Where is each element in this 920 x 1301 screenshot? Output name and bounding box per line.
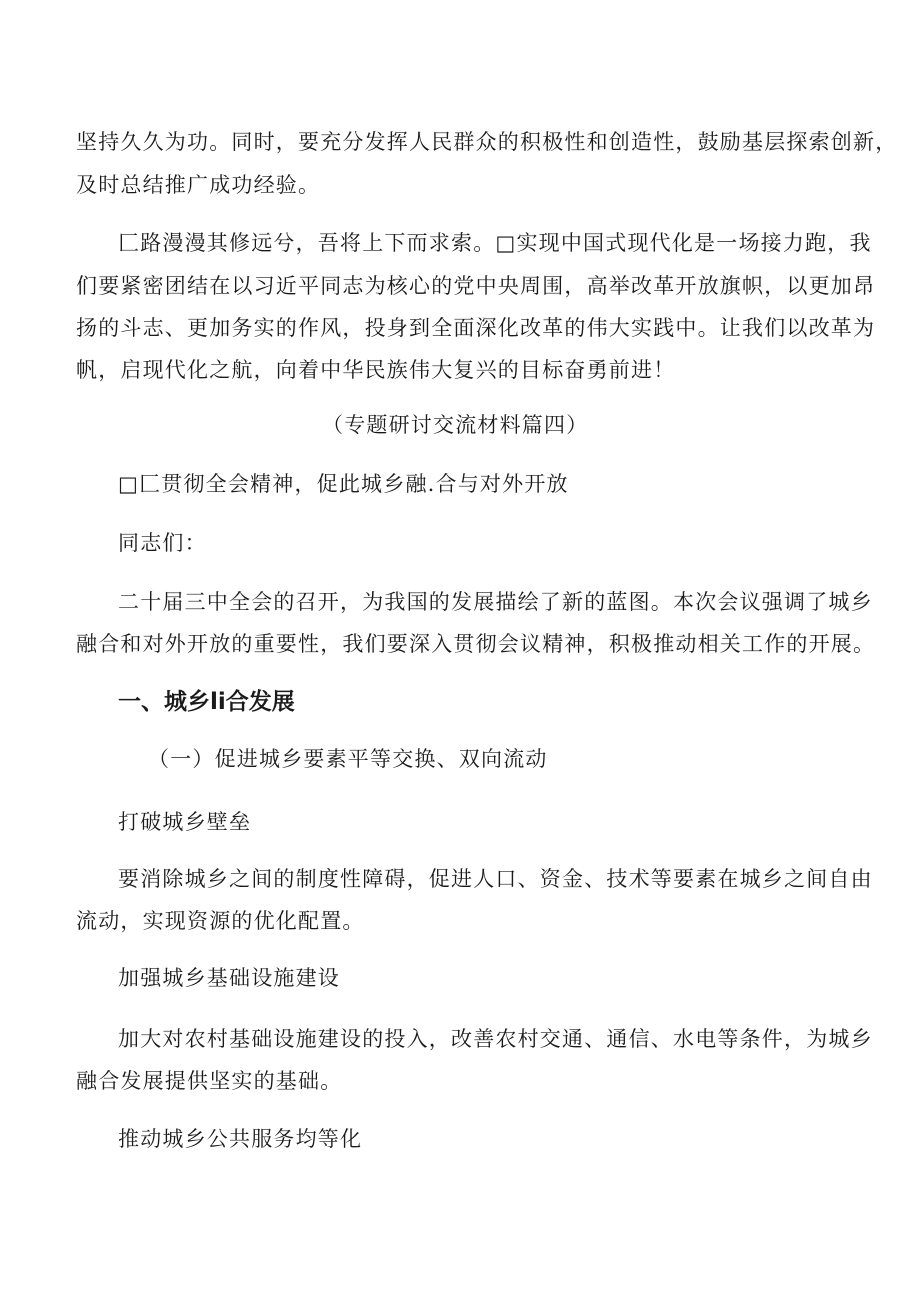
paragraph-line: 们要紧密团结在以习近平同志为核心的党中央周围，高举改革开放旗帜，以更加昂 [76,274,876,298]
paragraph-line: 融合和对外开放的重要性，我们要深入贯彻会议精神，积极推动相关工作的开展。 [76,632,876,656]
paragraph-line: 扬的斗志、更加务实的作风，投身到全面深化改革的伟大实践中。让我们以改革为 [76,316,876,340]
salutation: 同志们： [118,531,207,555]
paragraph-line: 坚持久久为功。同时，要充分发挥人民群众的积极性和创造性，鼓励基层探索创新， [76,130,898,154]
paragraph-line: 二十届三中全会的召开，为我国的发展描绘了新的蓝图。本次会议强调了城乡 [118,590,873,614]
item-title: 加强城乡基础设施建设 [118,966,340,990]
paragraph-line: 匚路漫漫其修远兮，吾将上下而求索。□实现中国式现代化是一场接力跑，我 [118,231,872,255]
item-title: 打破城乡壁垒 [118,810,252,834]
item-title: 推动城乡公共服务均等化 [118,1127,363,1151]
paragraph-line: 帆，启现代化之航，向着中华民族伟大复兴的目标奋勇前进！ [76,358,676,382]
speech-title: □匚贯彻全会精神，促此城乡融.合与对外开放 [118,472,569,496]
section-title: （专题研讨交流材料篇四） [322,413,589,437]
paragraph-line: 加大对农村基础设施建设的投入，改善农村交通、通信、水电等条件，为城乡 [118,1027,873,1051]
paragraph-line: 流动，实现资源的优化配置。 [76,909,365,933]
paragraph-line: 融合发展提供坚实的基础。 [76,1069,343,1093]
subsection-heading: （一）促进城乡要素平等交换、双向流动 [148,747,548,771]
paragraph-line: 及时总结推广成功经验。 [76,173,321,197]
paragraph-line: 要消除城乡之间的制度性障碍，促进人口、资金、技术等要素在城乡之间自由 [118,867,873,891]
section-heading: 一、城乡li合发展 [118,689,295,715]
